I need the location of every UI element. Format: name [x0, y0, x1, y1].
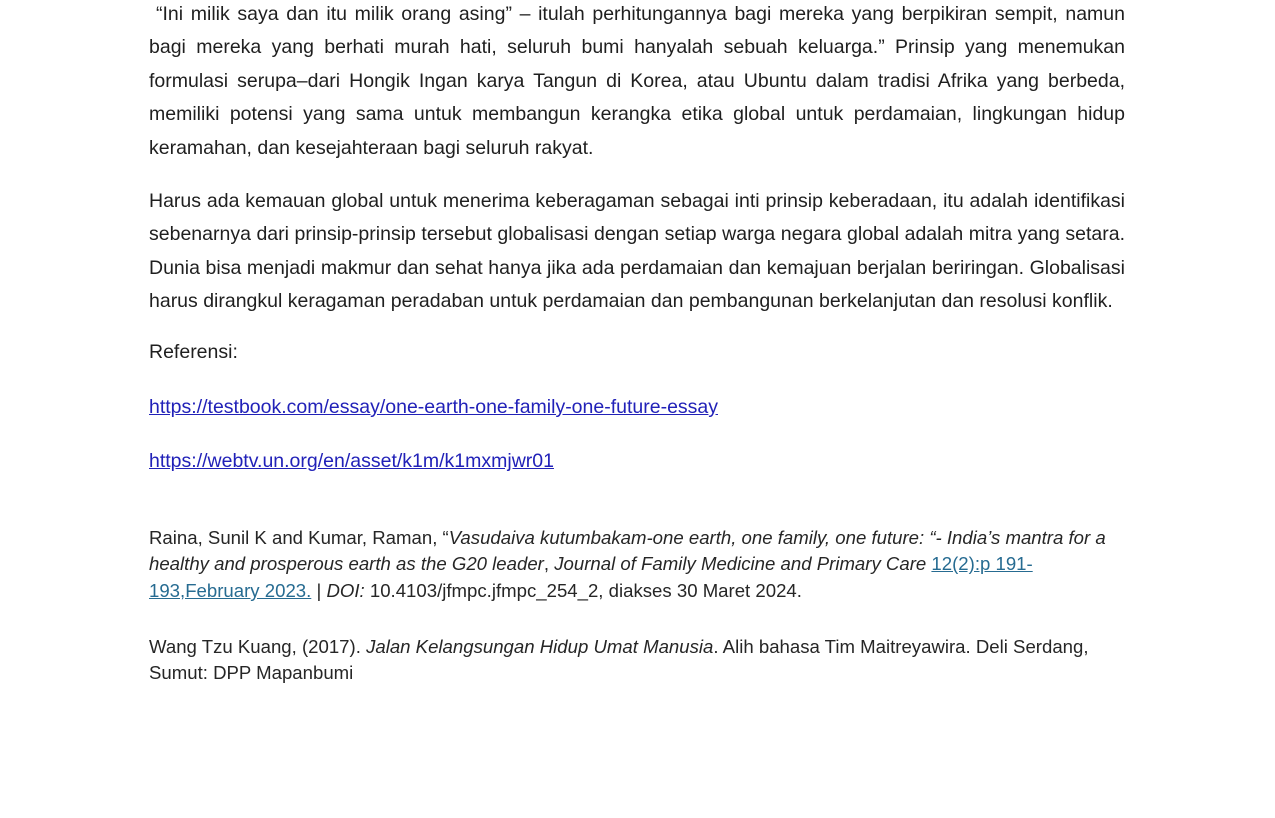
- citation-raina-separator: ,: [543, 553, 555, 575]
- reference-link-testbook[interactable]: https://testbook.com/essay/one-earth-one-family-one-future-essay: [149, 396, 719, 419]
- citation-raina-doi-value: 10.4103/jfmpc.jfmpc_254_2, diakses 30 Maret 2024.: [364, 580, 802, 602]
- reference-link-row-testbook: [149, 391, 1125, 424]
- reference-link-webtv[interactable]: https://webtv.un.org/en/asset/k1m/k1mxmjwr01: [149, 450, 554, 473]
- citation-raina-pipe: |: [311, 580, 327, 602]
- citation-wang: [149, 634, 1125, 687]
- document-content: [149, 0, 1125, 687]
- citation-wang-title: Jalan Kelangsungan Hidup Umat Manusia: [366, 635, 714, 657]
- paragraph-global-will: Harus ada kemauan global untuk menerima keberagaman sebagai inti prinsip keberadaan, itu adalah identifikasi sebenarnya dari prinsip-prinsip tersebut globalisasi dengan setiap warga negara global adalah mitra yang setara. Dunia bisa menjadi makmur dan sehat hanya jika ada perdamaian dan kemajuan berjalan beriringan. Globalisasi harus dirangkul keragaman peradaban untuk perdamaian dan pembangunan berkelanjutan dan resolusi konflik.: [149, 190, 1125, 313]
- referensi-heading: Referensi:: [149, 340, 238, 363]
- citation-raina-doi-label: DOI:: [326, 580, 365, 602]
- paragraph-intro-quote: “Ini milik saya dan itu milik orang asing” – itulah perhitungannya bagi mereka yang berpikiran sempit, namun bagi mereka yang berhati murah hati, seluruh bumi hanyalah sebuah keluarga.” Prinsip yang menemukan formulasi serupa–dari Hongik Ingan karya Tangun di Korea, atau Ubuntu dalam tradisi Afrika yang berbeda, memiliki potensi yang sama untuk membangun kerangka etika global untuk perdamaian, lingkungan hidup keramahan, dan kesejahteraan bagi seluruh rakyat.: [149, 3, 1125, 159]
- citation-raina-authors: Raina, Sunil K and Kumar, Raman, “: [149, 526, 449, 548]
- citation-wang-prefix: Wang Tzu Kuang, (2017).: [149, 635, 367, 657]
- citation-raina-issue-link[interactable]: 12(2):p 191-193,February 2023.: [149, 553, 1033, 602]
- citation-wang-suffix: . Alih bahasa Tim Maitreyawira. Deli Serdang, Sumut: DPP Mapanbumi: [149, 635, 1089, 684]
- citation-raina: [149, 525, 1125, 605]
- reference-link-row-webtv: [149, 445, 1125, 478]
- citation-raina-title: Vasudaiva kutumbakam-one earth, one family, one future: “- India’s mantra for a healthy and prosperous earth as the G20 leader: [149, 526, 1106, 575]
- citation-raina-journal: Journal of Family Medicine and Primary Care: [554, 553, 932, 575]
